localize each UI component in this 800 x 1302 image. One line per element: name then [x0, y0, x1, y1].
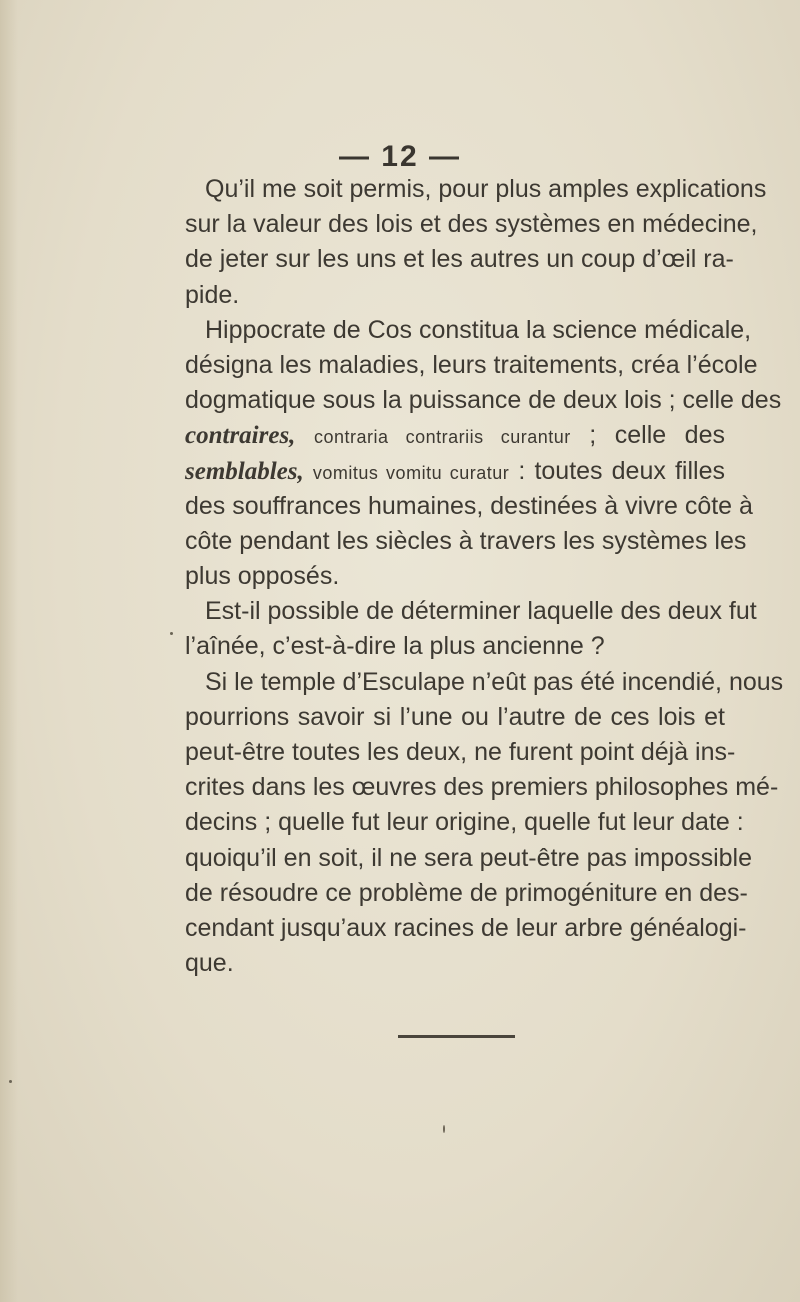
text-line: decins ; quelle fut leur origine, quelle fut leur date : — [185, 808, 744, 837]
text-line: quoiqu’il en soit, il ne sera peut-être pas impossible — [185, 843, 752, 872]
text-line: sur la valeur des lois et des systèmes en médecine, — [185, 210, 758, 239]
latin-maxim: vomitus vomitu curatur — [312, 462, 510, 483]
ink-speck — [443, 1125, 445, 1133]
italic-term: semblables, — [185, 457, 304, 485]
ink-speck — [170, 632, 173, 635]
section-rule — [398, 1035, 515, 1038]
text-line: plus opposés. — [185, 562, 340, 591]
line-rest: ; celle des — [570, 421, 725, 450]
text-line: Hippocrate de Cos constitua la science médicale, — [205, 315, 752, 344]
text-line: Si le temple d’Esculape n’eût pas été incendié, nous — [205, 667, 784, 696]
page-number: — 12 — — [338, 140, 462, 173]
text-line: cendant jusqu’aux racines de leur arbre généalogi- — [185, 913, 747, 942]
text-line: dogmatique sous la puissance de deux lois ; celle des — [185, 386, 782, 415]
text-line: peut-être toutes les deux, ne furent point déjà ins- — [185, 738, 736, 766]
text-line: pourrions savoir si l’une ou l’autre de ces lois et — [185, 702, 725, 731]
text-line: de résoudre ce problème de primogéniture en des- — [185, 878, 748, 907]
text-line: côte pendant les siècles à travers les systèmes les — [185, 526, 747, 555]
text-line: Est-il possible de déterminer laquelle des deux fut — [205, 597, 757, 626]
text-line: Qu’il me soit permis, pour plus amples explications — [205, 175, 767, 203]
text-line: crites dans les œuvres des premiers philosophes mé- — [185, 773, 779, 802]
line-rest: : toutes deux filles — [509, 456, 725, 485]
latin-maxim: contraria contrariis curantur — [313, 427, 571, 448]
page-edge-shadow — [0, 0, 18, 1302]
text-line: pide. — [185, 280, 240, 309]
text-line: de jeter sur les uns et les autres un coup d’œil ra- — [185, 245, 734, 274]
ink-speck — [9, 1080, 12, 1083]
text-line: des souffrances humaines, destinées à vivre côte à — [185, 491, 753, 520]
text-line: désigna les maladies, leurs traitements, créa l’école — [185, 350, 758, 379]
text-line: l’aînée, c’est-à-dire la plus ancienne ? — [185, 632, 605, 661]
body-text — [185, 172, 784, 981]
text-line-mixed — [185, 454, 725, 489]
text-line-mixed — [185, 418, 725, 453]
text-line: que. — [185, 949, 234, 978]
italic-term: contraires, — [185, 422, 296, 450]
